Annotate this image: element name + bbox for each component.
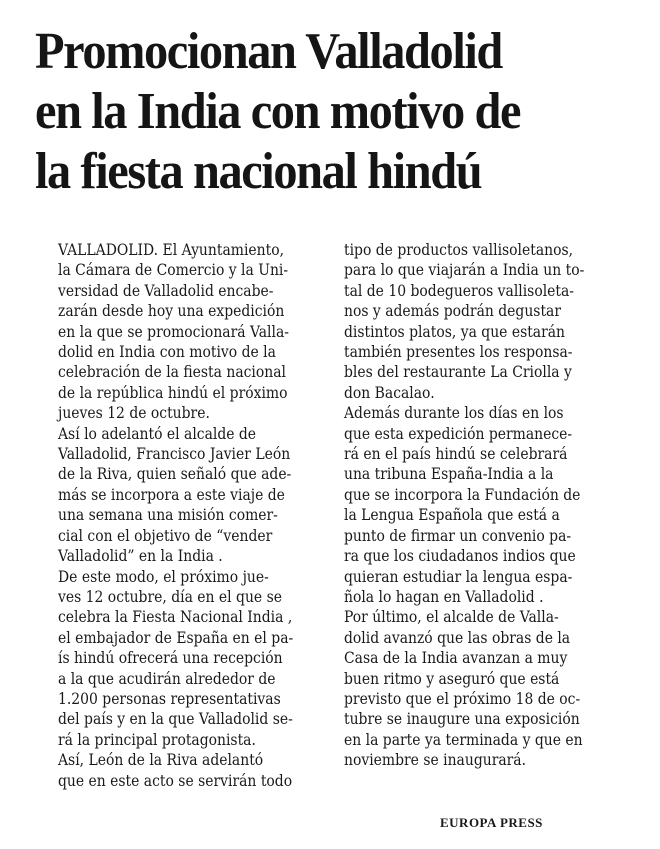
article-text-line: Además durante los días en los — [344, 403, 564, 423]
article-text-line: punto de firmar un convenio pa- — [344, 525, 572, 545]
article-text-line: ís hindú ofrecerá una recepción — [58, 648, 283, 668]
article-text-line: tipo de productos vallisoletanos, — [344, 240, 574, 259]
article-text-line: una tribuna España-India a la — [344, 464, 554, 484]
article-text-line: jueves 12 de octubre. — [58, 403, 210, 423]
article-text-line: Valladolid, Francisco Javier León — [58, 444, 291, 464]
article-text-line: Por último, el alcalde de Valla- — [344, 607, 559, 627]
article-text-line: la Lengua Española que está a — [344, 505, 560, 525]
article-text-line: VALLADOLID. El Ayuntamiento, — [58, 240, 285, 259]
article-text-line: que esta expedición permanece- — [344, 423, 573, 443]
article-text-line: tal de 10 bodegueros vallisoleta- — [344, 280, 574, 300]
article-text-line: distintos platos, ya que estarán — [344, 321, 566, 341]
article-text-line: 1.200 personas representativas — [58, 688, 281, 708]
article-text-line: ra que los ciudadanos indios que — [344, 546, 576, 566]
article-text-line: nos y además podrán degustar — [344, 301, 562, 321]
article-text-line: previsto que el próximo 18 de oc- — [344, 688, 581, 708]
article-text-line: quieran estudiar la lengua espa- — [344, 566, 573, 586]
article-text-line: en la que se promocionará Valla- — [58, 321, 289, 341]
article-text-line: ñola lo hagan en Valladolid . — [344, 586, 544, 606]
article-text-line: dolid avanzó que las obras de la — [344, 627, 571, 647]
article-text-line: buen ritmo y aseguró que está — [344, 668, 560, 688]
article-text-line: de la república hindú el próximo — [58, 382, 288, 402]
headline-line: la fiesta nacional hindú — [35, 143, 482, 200]
article-text-line: también presentes los responsa- — [344, 342, 573, 362]
article-paragraph — [344, 403, 634, 607]
article-text-line: del país y en la que Valladolid se- — [58, 709, 293, 729]
article-paragraph — [58, 240, 348, 424]
article-text-line: don Bacalao. — [344, 382, 435, 402]
article-text-line: dolid en India con motivo de la — [58, 342, 276, 362]
article-column-left — [58, 240, 348, 791]
article-text-line: Así lo adelantó el alcalde de — [58, 423, 257, 443]
article-text-line: Así, León de la Riva adelantó — [58, 750, 264, 770]
article-text-line: una semana una misión comer- — [58, 505, 278, 525]
article-text-line: Valladolid” en la India . — [58, 546, 223, 566]
article-text-line: ves 12 octubre, día en el que se — [58, 586, 282, 606]
article-text-line: en la parte ya terminada y que en — [344, 729, 583, 749]
article-text-line: celebración de la fiesta nacional — [58, 362, 286, 382]
article-text-line: que en este acto se servirán todo — [58, 770, 293, 790]
article-text-line: que se incorpora la Fundación de — [344, 484, 581, 504]
article-text-line: la Cámara de Comercio y la Uni- — [58, 260, 289, 280]
article-text-line: zarán desde hoy una expedición — [58, 301, 285, 321]
article-text-line: bles del restaurante La Criolla y — [344, 362, 572, 382]
article-text-line: celebra la Fiesta Nacional India , — [58, 607, 293, 627]
article-paragraph — [344, 240, 634, 403]
article-column-right — [344, 240, 634, 771]
headline-line: en la India con motivo de — [35, 83, 521, 140]
article-text-line: rá la principal protagonista. — [58, 729, 256, 749]
article-text-line: versidad de Valladolid encabe- — [58, 280, 274, 300]
article-text-line: tubre se inaugure una exposición — [344, 709, 580, 729]
article-text-line: más se incorpora a este viaje de — [58, 484, 285, 504]
article-text-line: De este modo, el próximo jue- — [58, 566, 269, 586]
article-text-line: cial con el objetivo de “vender — [58, 525, 273, 545]
article-text-line: rá en el país hindú se celebrará — [344, 444, 568, 464]
article-text-line: de la Riva, quien señaló que ade- — [58, 464, 292, 484]
article-text-line: el embajador de España en el pa- — [58, 627, 294, 647]
headline — [35, 22, 635, 202]
byline-agency: EUROPA PRESS — [440, 815, 543, 830]
article-text-line: para lo que viajarán a India un to- — [344, 260, 585, 280]
article-text-line: a la que acudirán alrededor de — [58, 668, 276, 688]
article-paragraph — [58, 424, 348, 567]
article-paragraph — [344, 607, 634, 770]
article-text-line: Casa de la India avanzan a muy — [344, 648, 568, 668]
article-paragraph — [58, 567, 348, 751]
article-text-line: noviembre se inaugurará. — [344, 750, 527, 770]
article-paragraph — [58, 750, 348, 791]
headline-line: Promocionan Valladolid — [35, 23, 502, 80]
